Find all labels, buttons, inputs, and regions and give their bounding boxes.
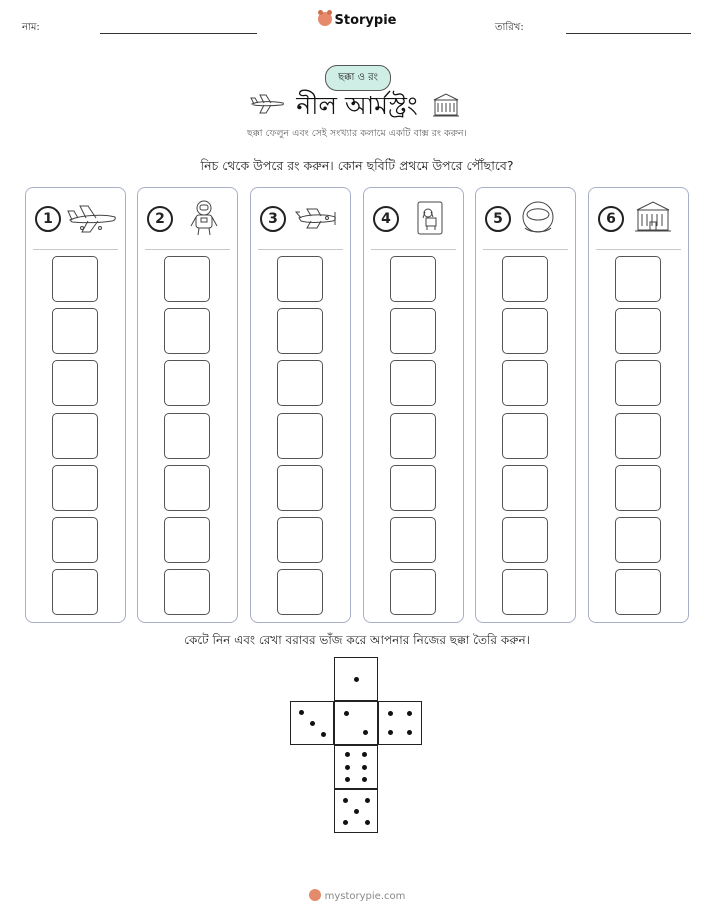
color-box[interactable] [502,360,548,406]
footer-url[interactable]: mystorypie.com [324,891,406,902]
date-line[interactable] [566,33,691,34]
dice-pip [362,777,367,782]
dice-pip [362,765,367,770]
color-box[interactable] [615,569,661,615]
color-box[interactable] [615,308,661,354]
dice-face-5 [334,789,378,833]
color-box[interactable] [52,569,98,615]
dice-face-3 [290,701,334,745]
color-box[interactable] [502,413,548,459]
footer-bear-icon [309,889,321,901]
race-column-2 [137,187,238,623]
color-box[interactable] [390,465,436,511]
name-line[interactable] [100,33,257,34]
race-column-6 [588,187,689,623]
color-box[interactable] [502,569,548,615]
brand-text: Storypie [334,13,397,28]
dog-card-icon [404,200,456,236]
dice-pip [343,798,348,803]
space-helmet-icon [516,200,568,236]
dice-pip [363,730,368,735]
color-box[interactable] [390,517,436,563]
dice-pip [321,732,326,737]
color-box[interactable] [277,360,323,406]
color-box[interactable] [390,360,436,406]
color-box[interactable] [164,308,210,354]
dice-pip [365,820,370,825]
color-box[interactable] [164,517,210,563]
dice-pip [345,765,350,770]
column-divider [145,249,230,250]
column-divider [258,249,343,250]
dice-pip [354,809,359,814]
footer [0,889,714,902]
column-number: 6 [598,206,624,232]
color-box[interactable] [277,517,323,563]
bear-icon [318,12,332,26]
race-column-1 [25,187,126,623]
color-box[interactable] [52,413,98,459]
color-box[interactable] [277,569,323,615]
color-box[interactable] [390,256,436,302]
color-box[interactable] [615,413,661,459]
column-number: 3 [260,206,286,232]
color-box[interactable] [164,465,210,511]
dice-pip [354,677,359,682]
color-box[interactable] [615,465,661,511]
color-box[interactable] [615,517,661,563]
column-divider [483,249,568,250]
race-column-3 [250,187,351,623]
dice-pip [362,752,367,757]
cut-instruction: কেটে নিন এবং রেখা বরাবর ভাঁজ করে আপনার নিজের ছক্কা তৈরি করুন। [184,633,530,647]
color-box[interactable] [277,465,323,511]
color-box[interactable] [52,517,98,563]
color-box[interactable] [164,569,210,615]
column-divider [33,249,118,250]
color-box[interactable] [52,308,98,354]
instruction-question: নিচ থেকে উপরে রং করুন। কোন ছবিটি প্রথমে উপরে পৌঁছাবে? [200,158,514,173]
dice-pip [345,777,350,782]
color-box[interactable] [390,413,436,459]
color-box[interactable] [52,360,98,406]
color-box[interactable] [390,569,436,615]
dice-face-4 [378,701,422,745]
brand-logo [0,12,714,28]
color-box[interactable] [502,465,548,511]
color-box[interactable] [390,308,436,354]
dice-pip [407,730,412,735]
dice-pip [345,752,350,757]
dice-pip [388,711,393,716]
color-box[interactable] [164,360,210,406]
dice-pip [299,710,304,715]
color-box[interactable] [52,465,98,511]
column-number: 4 [373,206,399,232]
color-box[interactable] [277,413,323,459]
dice-pip [407,711,412,716]
column-number: 1 [35,206,61,232]
color-box[interactable] [164,256,210,302]
color-box[interactable] [502,517,548,563]
university-building-icon [629,200,681,236]
race-column-4 [363,187,464,623]
dice-pip [343,820,348,825]
color-box[interactable] [615,256,661,302]
dice-pip [388,730,393,735]
airplane-icon [66,200,118,236]
color-box[interactable] [277,256,323,302]
dice-pip [310,721,315,726]
title-building-icon [432,92,460,118]
page-subtitle: ছক্কা ফেলুন এবং সেই সংখ্যার কলামে একটি বাক্স রং করুন। [247,128,467,139]
column-divider [596,249,681,250]
color-box[interactable] [502,308,548,354]
color-box[interactable] [502,256,548,302]
propeller-plane-icon [291,200,343,236]
dice-face-1 [334,657,378,701]
date-label: তারিখ: [495,22,524,33]
color-box[interactable] [52,256,98,302]
color-box[interactable] [615,360,661,406]
dice-pip [365,798,370,803]
dice-face-6 [334,745,378,789]
column-number: 5 [485,206,511,232]
color-box[interactable] [164,413,210,459]
color-box[interactable] [277,308,323,354]
dice-face-2 [334,701,378,745]
page-title: নীল আর্মস্ট্রং [296,91,418,120]
column-divider [371,249,456,250]
dice-pip [344,711,349,716]
race-column-5 [475,187,576,623]
activity-tag: ছক্কা ও রং [325,65,391,91]
name-label: নাম: [22,22,40,33]
astronaut-icon [178,200,230,236]
column-number: 2 [147,206,173,232]
